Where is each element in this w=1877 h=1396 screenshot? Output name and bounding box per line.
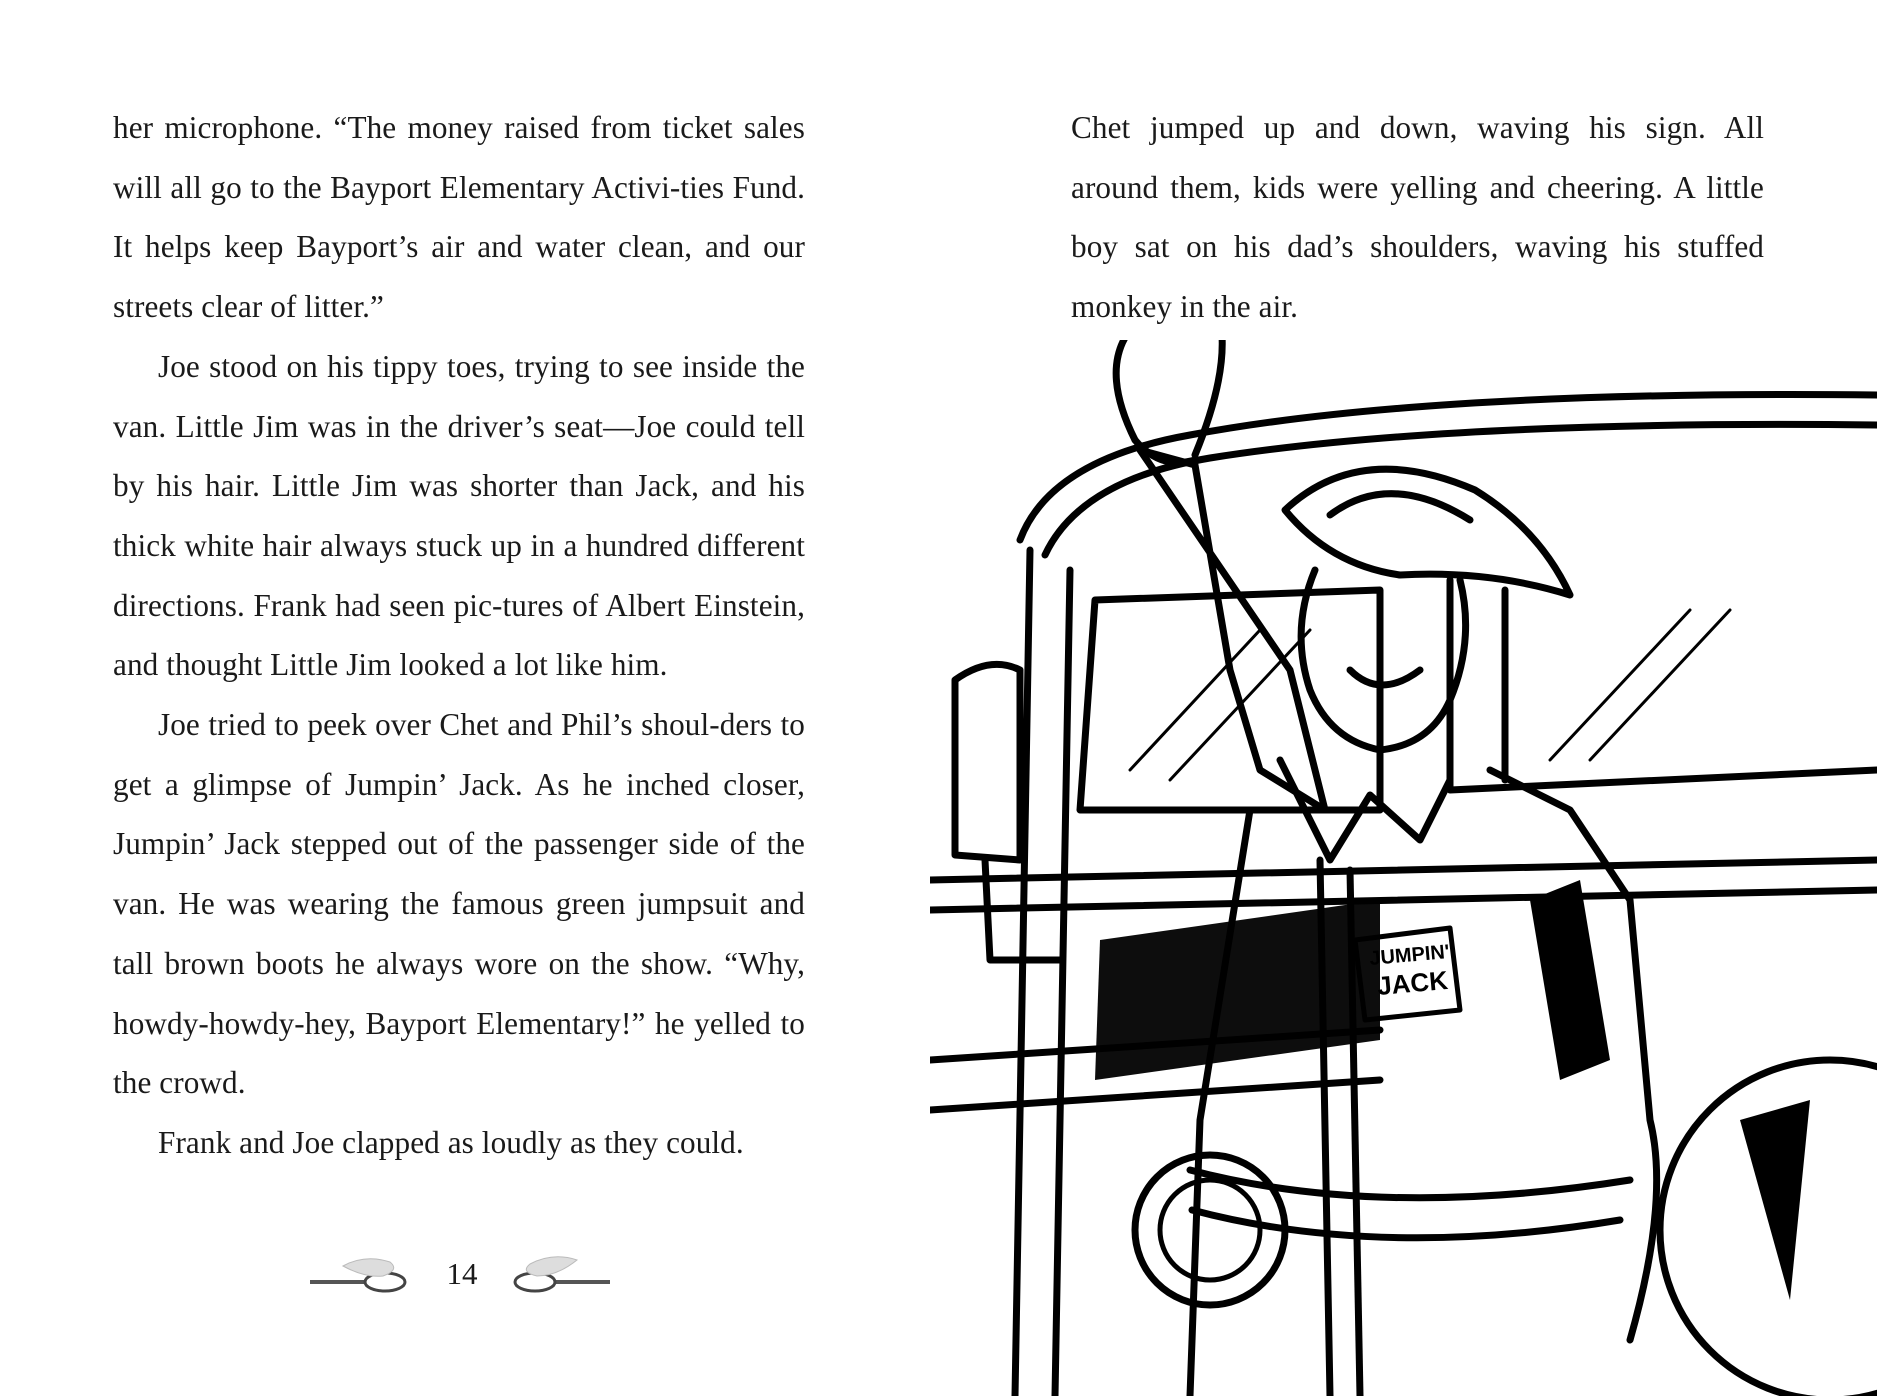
- badge-line-2: JACK: [1375, 964, 1450, 1001]
- paragraph-2: Joe stood on his tippy toes, trying to see inside the van. Little Jim was in the driver’s seat—Joe could tell by his hair. Little Jim was shorter than Jack, and his thick white hair always stuck up in a hundred different directions. Frank had seen pic-tures of Albert Einstein, and thought Little Jim looked a lot like him.: [113, 348, 805, 683]
- left-page-text: [113, 98, 805, 1173]
- paragraph-3: Joe tried to peek over Chet and Phil’s shoul-ders to get a glimpse of Jumpin’ Jack. As he inched closer, Jumpin’ Jack stepped out of the passenger side of the van. He was wearing the famous green jumpsuit and tall brown boots he always wore on the show. “Why, howdy-howdy-hey, Bayport Elementary!” he yelled to the crowd.: [113, 707, 805, 1101]
- van-and-man-drawing: [930, 340, 1877, 1396]
- right-butterfly-net-icon: [495, 1252, 615, 1302]
- right-page-text: [1071, 98, 1764, 337]
- badge-line-1: JUMPIN': [1368, 941, 1451, 970]
- page-number: 14: [446, 1256, 478, 1291]
- left-butterfly-net-icon: [305, 1252, 425, 1302]
- jumpin-jack-illustration: [930, 340, 1877, 1396]
- paragraph-4: Frank and Joe clapped as loudly as they could.: [158, 1124, 744, 1160]
- right-paragraph-1: Chet jumped up and down, waving his sign. All around them, kids were yelling and cheering. A little boy sat on his dad’s shoulders, waving his stuffed monkey in the air.: [1071, 110, 1764, 325]
- page-folio: [305, 1252, 605, 1302]
- paragraph-1: her microphone. “The money raised from ticket sales will all go to the Bayport Elementary Activi-ties Fund. It helps keep Bayport’s air and water clean, and our streets clear of litter.”: [113, 110, 805, 325]
